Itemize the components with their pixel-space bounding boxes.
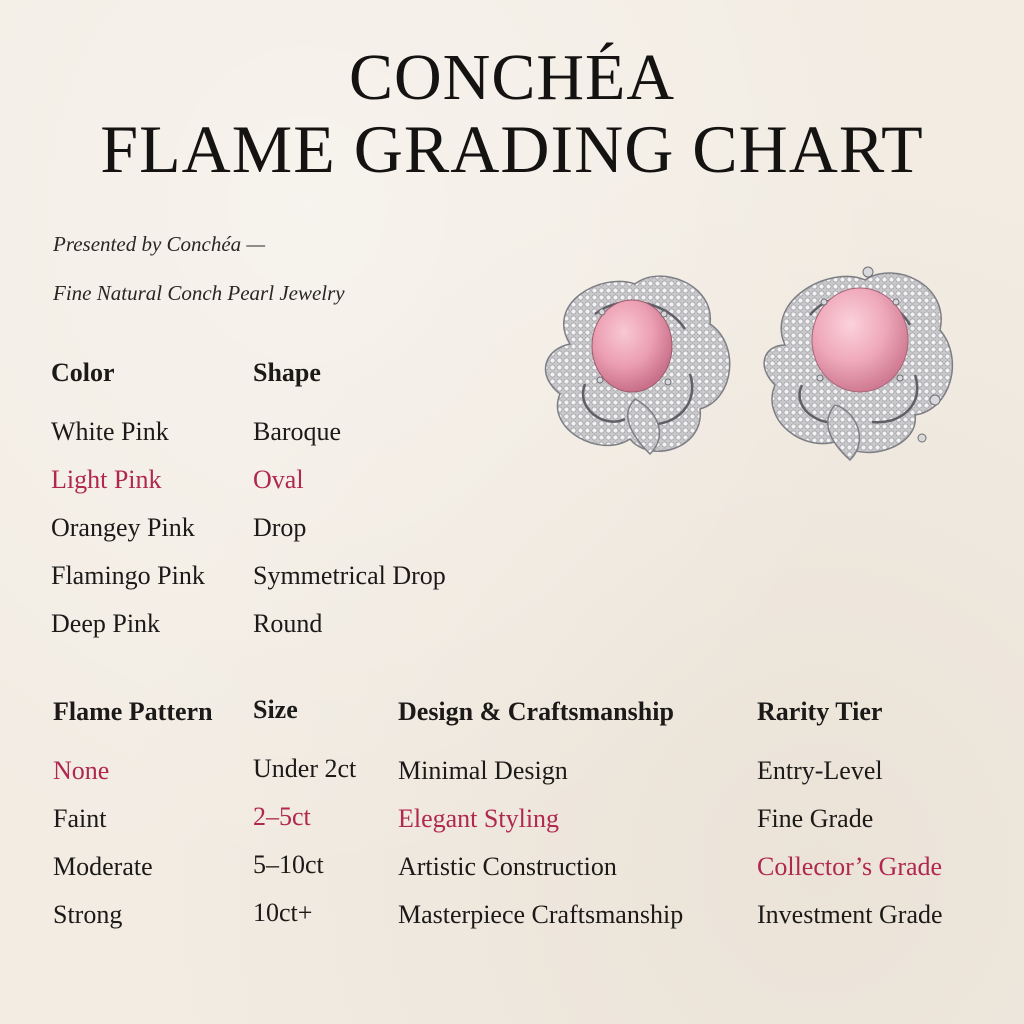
rarity-item: Investment Grade	[757, 900, 943, 929]
color-column	[51, 358, 205, 648]
shape-item: Baroque	[253, 417, 342, 446]
right-earring	[764, 267, 952, 460]
size-heading: Size	[253, 695, 298, 724]
size-item: 5–10ct	[253, 850, 324, 879]
rarity-heading: Rarity Tier	[757, 697, 883, 726]
flame-pattern-column	[53, 697, 213, 939]
design-item: Minimal Design	[398, 756, 568, 785]
shape-heading: Shape	[253, 358, 321, 387]
flame-pattern-item: Faint	[53, 804, 107, 833]
size-item: Under 2ct	[253, 754, 357, 783]
design-item: Artistic Construction	[398, 852, 617, 881]
flame-pattern-heading: Flame Pattern	[53, 697, 213, 726]
left-earring	[546, 276, 730, 454]
color-heading: Color	[51, 358, 115, 387]
shape-item: Oval	[253, 465, 304, 494]
chart-title: FLAME GRADING CHART	[100, 111, 924, 187]
size-item: 2–5ct	[253, 802, 311, 831]
tagline: Fine Natural Conch Pearl Jewelry	[53, 281, 345, 305]
design-item: Masterpiece Craftsmanship	[398, 900, 684, 929]
earrings-image	[540, 262, 990, 477]
size-item: 10ct+	[253, 898, 313, 927]
design-item: Elegant Styling	[398, 804, 560, 833]
design-heading: Design & Craftsmanship	[398, 697, 674, 726]
color-item: Flamingo Pink	[51, 561, 205, 590]
shape-item: Round	[253, 609, 323, 638]
color-item: Orangey Pink	[51, 513, 195, 542]
design-column	[398, 697, 683, 939]
shape-item: Drop	[253, 513, 307, 542]
rarity-item: Collector’s Grade	[757, 852, 943, 881]
flame-pattern-item: Strong	[53, 900, 123, 929]
color-item: White Pink	[51, 417, 169, 446]
shape-column	[253, 358, 446, 648]
color-item: Light Pink	[51, 465, 162, 494]
shape-item: Symmetrical Drop	[253, 561, 446, 590]
rarity-item: Entry-Level	[757, 756, 883, 785]
brand-title: CONCHÉA	[348, 41, 675, 114]
rarity-item: Fine Grade	[757, 804, 874, 833]
presented-by: Presented by Conchéa —	[53, 232, 266, 256]
flame-pattern-item: Moderate	[53, 852, 153, 881]
flame-pattern-item: None	[53, 756, 110, 785]
size-column	[253, 695, 356, 937]
rarity-column	[757, 697, 943, 939]
color-item: Deep Pink	[51, 609, 161, 638]
